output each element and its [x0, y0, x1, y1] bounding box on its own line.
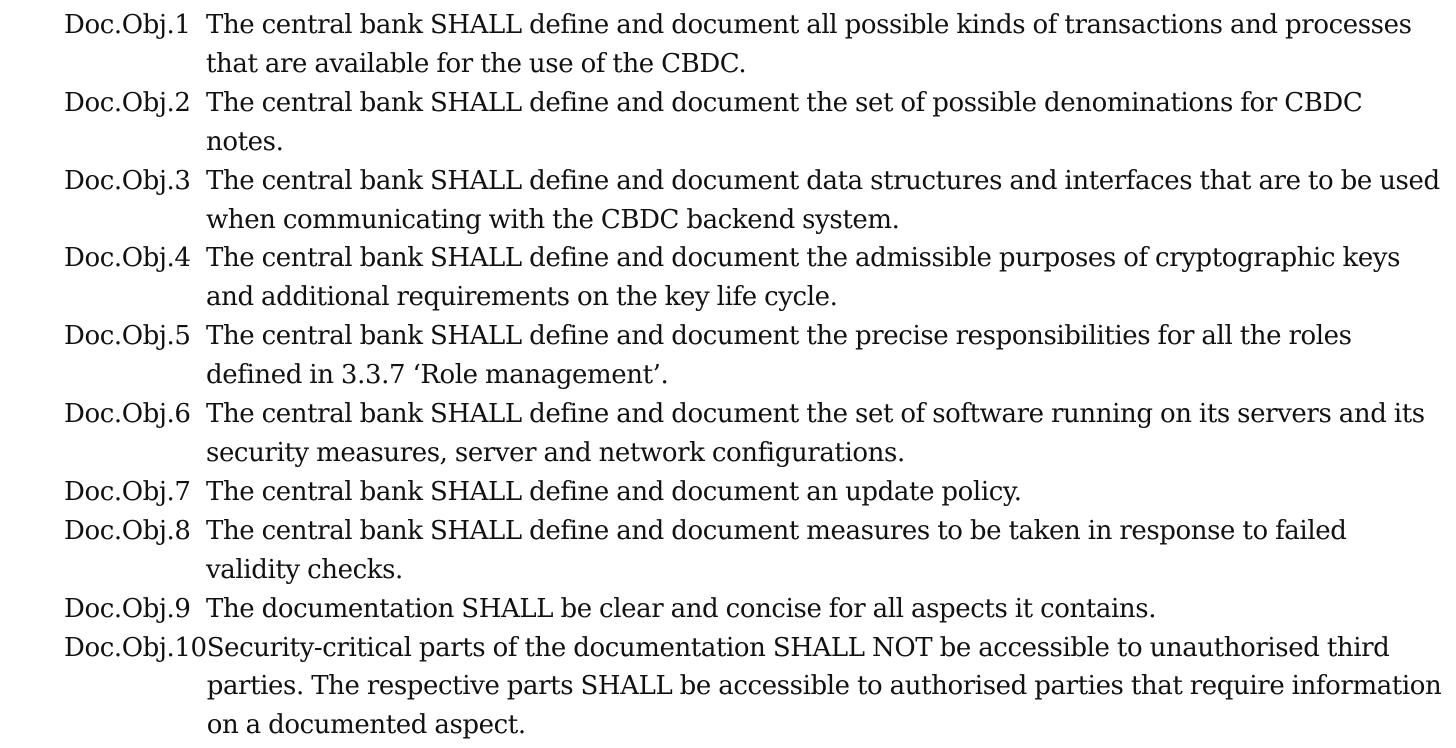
requirement-item [64, 317, 1444, 395]
requirement-id: Doc.Obj.6 [64, 399, 191, 430]
requirement-item [64, 84, 1444, 162]
requirement-id: Doc.Obj.3 [64, 165, 191, 196]
requirement-line: validity checks. [206, 554, 403, 585]
requirement-item [64, 473, 1444, 512]
requirements-list [64, 6, 1444, 745]
requirement-item [64, 395, 1444, 473]
requirement-id: Doc.Obj.4 [64, 243, 191, 274]
requirement-id: Doc.Obj.5 [64, 321, 191, 352]
requirement-line: The central bank SHALL define and document data structures and interfaces that are to be used [206, 165, 1440, 196]
requirement-item [64, 162, 1444, 240]
requirement-line: Security-critical parts of the documentation SHALL NOT be accessible to unauthorised third [206, 632, 1390, 663]
requirement-text [207, 629, 1444, 746]
requirement-text [206, 6, 1444, 84]
requirement-item [64, 239, 1444, 317]
requirement-line: on a documented aspect. [206, 710, 526, 741]
requirement-line: when communicating with the CBDC backend system. [206, 204, 900, 235]
requirement-item [64, 629, 1444, 746]
requirement-text [206, 239, 1444, 317]
requirement-line: The central bank SHALL define and document measures to be taken in response to failed [206, 515, 1347, 546]
requirement-text [206, 395, 1444, 473]
requirement-line: The documentation SHALL be clear and concise for all aspects it contains. [206, 593, 1157, 624]
requirement-line: The central bank SHALL define and document the admissible purposes of cryptographic keys [206, 243, 1401, 274]
requirement-id: Doc.Obj.7 [64, 476, 191, 507]
requirement-text [206, 317, 1444, 395]
requirement-id: Doc.Obj.1 [64, 10, 191, 40]
requirement-text [206, 473, 1444, 512]
requirement-text [206, 512, 1444, 590]
requirement-line: that are available for the use of the CBDC. [206, 48, 747, 79]
requirement-line: The central bank SHALL define and document the precise responsibilities for all the roles [206, 321, 1352, 352]
requirement-line: notes. [206, 126, 284, 157]
requirement-id: Doc.Obj.9 [64, 593, 191, 624]
requirement-text [206, 590, 1444, 629]
requirement-item [64, 512, 1444, 590]
requirement-text [206, 84, 1444, 162]
requirement-line: defined in 3.3.7 ‘Role management’. [206, 360, 669, 391]
requirement-id: Doc.Obj.10 [64, 632, 207, 663]
requirement-text [206, 162, 1444, 240]
requirement-line: parties. The respective parts SHALL be accessible to authorised parties that require information [206, 671, 1442, 702]
requirement-line: and additional requirements on the key life cycle. [206, 282, 838, 313]
requirement-line: The central bank SHALL define and document all possible kinds of transactions and processes [206, 10, 1412, 40]
requirement-line: The central bank SHALL define and document an update policy. [206, 476, 1022, 507]
requirement-line: The central bank SHALL define and document the set of software running on its servers and its [206, 399, 1425, 430]
requirement-item [64, 6, 1444, 84]
requirement-line: The central bank SHALL define and document the set of possible denominations for CBDC [206, 87, 1363, 118]
requirement-item [64, 590, 1444, 629]
requirement-line: security measures, server and network configurations. [206, 437, 905, 468]
requirement-id: Doc.Obj.8 [64, 515, 191, 546]
requirement-id: Doc.Obj.2 [64, 87, 191, 118]
